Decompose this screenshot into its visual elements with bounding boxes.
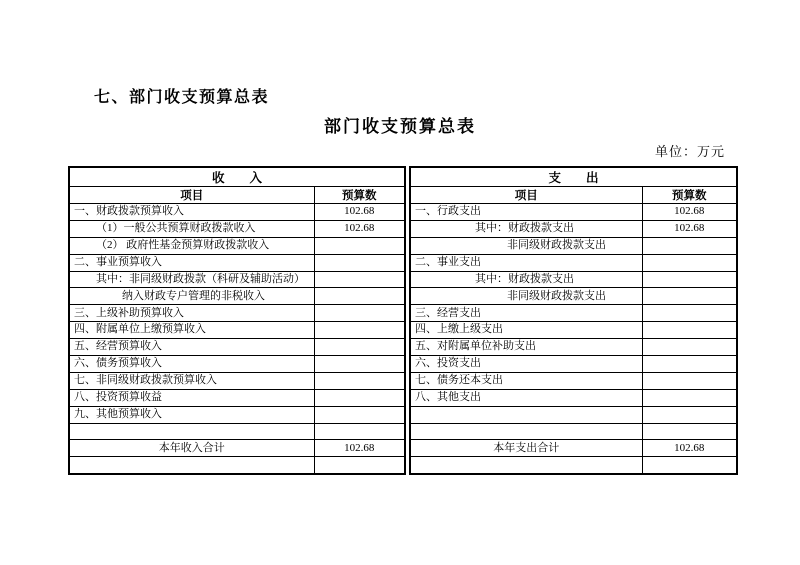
table-row (69, 406, 405, 423)
table-row (410, 288, 737, 305)
income-col-budget: 预算数 (314, 187, 405, 204)
table-row (410, 339, 737, 356)
expense-col-item: 项目 (410, 187, 642, 204)
item-cell: 五、对附属单位补助支出 (410, 339, 642, 356)
budget-value-cell (314, 339, 405, 356)
item-cell: 六、债务预算收入 (69, 356, 314, 373)
income-table-body (69, 204, 405, 475)
table-row (410, 406, 737, 423)
income-col-item: 项目 (69, 187, 314, 204)
budget-value-cell (314, 322, 405, 339)
item-cell (69, 457, 314, 474)
table-row (69, 339, 405, 356)
table-row (410, 440, 737, 457)
item-cell: 四、附属单位上缴预算收入 (69, 322, 314, 339)
item-cell: 一、财政拨款预算收入 (69, 204, 314, 221)
item-cell: 其中：非同级财政拨款（科研及辅助活动） (69, 271, 314, 288)
table-row (69, 423, 405, 440)
table-row (410, 254, 737, 271)
table-row (410, 271, 737, 288)
expense-table-body (410, 204, 737, 475)
expense-section-header: 支 出 (410, 167, 737, 187)
table-row (410, 305, 737, 322)
item-cell: 六、投资支出 (410, 356, 642, 373)
budget-value-cell (642, 423, 737, 440)
item-cell (410, 457, 642, 474)
item-cell: 七、债务还本支出 (410, 372, 642, 389)
budget-value-cell (314, 305, 405, 322)
budget-value-cell (314, 406, 405, 423)
table-row (69, 389, 405, 406)
budget-value-cell (314, 356, 405, 373)
budget-value-cell (314, 372, 405, 389)
budget-value-cell (314, 423, 405, 440)
item-cell: 其中：财政拨款支出 (410, 220, 642, 237)
expense-columns-row (410, 187, 737, 204)
item-cell: （1）一般公共预算财政拨款收入 (69, 220, 314, 237)
table-row (69, 288, 405, 305)
budget-value-cell (642, 457, 737, 474)
item-cell: 八、其他支出 (410, 389, 642, 406)
budget-value-cell: 102.68 (314, 220, 405, 237)
expense-table (409, 166, 738, 475)
table-row (69, 220, 405, 237)
budget-value-cell (314, 288, 405, 305)
item-cell: 本年支出合计 (410, 440, 642, 457)
item-cell: 纳入财政专户管理的非税收入 (69, 288, 314, 305)
budget-value-cell (642, 389, 737, 406)
budget-value-cell (314, 457, 405, 474)
table-row (69, 204, 405, 221)
item-cell: 九、其他预算收入 (69, 406, 314, 423)
table-row (410, 423, 737, 440)
item-cell: 四、上缴上级支出 (410, 322, 642, 339)
table-row (69, 237, 405, 254)
item-cell (69, 423, 314, 440)
budget-value-cell: 102.68 (642, 204, 737, 221)
table-row (410, 356, 737, 373)
item-cell: 一、行政支出 (410, 204, 642, 221)
budget-value-cell (314, 237, 405, 254)
table-row (69, 356, 405, 373)
item-cell: 三、经营支出 (410, 305, 642, 322)
item-cell: （2） 政府性基金预算财政拨款收入 (69, 237, 314, 254)
budget-value-cell: 102.68 (642, 440, 737, 457)
table-row (410, 322, 737, 339)
item-cell: 二、事业预算收入 (69, 254, 314, 271)
budget-value-cell (314, 271, 405, 288)
item-cell: 七、非同级财政拨款预算收入 (69, 372, 314, 389)
budget-tables (68, 166, 738, 475)
income-columns-row (69, 187, 405, 204)
section-heading: 七、部门收支预算总表 (94, 89, 270, 106)
expense-col-budget: 预算数 (642, 187, 737, 204)
budget-value-cell (642, 406, 737, 423)
budget-value-cell (642, 271, 737, 288)
item-cell: 非同级财政拨款支出 (410, 237, 642, 254)
budget-value-cell (642, 237, 737, 254)
budget-value-cell (642, 339, 737, 356)
item-cell: 其中：财政拨款支出 (410, 271, 642, 288)
table-row (410, 389, 737, 406)
table-row (410, 220, 737, 237)
budget-value-cell (642, 305, 737, 322)
table-row (410, 457, 737, 474)
table-row (410, 372, 737, 389)
item-cell: 八、投资预算收益 (69, 389, 314, 406)
income-section-header: 收 入 (69, 167, 405, 187)
income-table (68, 166, 406, 475)
table-row (69, 271, 405, 288)
item-cell (410, 406, 642, 423)
budget-value-cell: 102.68 (314, 440, 405, 457)
table-row (69, 254, 405, 271)
item-cell: 非同级财政拨款支出 (410, 288, 642, 305)
table-row (69, 322, 405, 339)
item-cell: 二、事业支出 (410, 254, 642, 271)
table-row (69, 305, 405, 322)
budget-value-cell (314, 389, 405, 406)
budget-value-cell (642, 322, 737, 339)
table-row (69, 457, 405, 474)
table-row (69, 372, 405, 389)
budget-value-cell (642, 356, 737, 373)
budget-value-cell (642, 288, 737, 305)
budget-value-cell: 102.68 (314, 204, 405, 221)
item-cell: 三、上级补助预算收入 (69, 305, 314, 322)
unit-label: 单位：万元 (654, 144, 725, 159)
page-title: 部门收支预算总表 (324, 117, 476, 136)
budget-value-cell: 102.68 (642, 220, 737, 237)
budget-value-cell (642, 254, 737, 271)
table-row (410, 204, 737, 221)
budget-value-cell (642, 372, 737, 389)
table-row (410, 237, 737, 254)
table-row (69, 440, 405, 457)
item-cell (410, 423, 642, 440)
item-cell: 五、经营预算收入 (69, 339, 314, 356)
budget-value-cell (314, 254, 405, 271)
item-cell: 本年收入合计 (69, 440, 314, 457)
income-section-row (69, 167, 405, 187)
expense-section-row (410, 167, 737, 187)
